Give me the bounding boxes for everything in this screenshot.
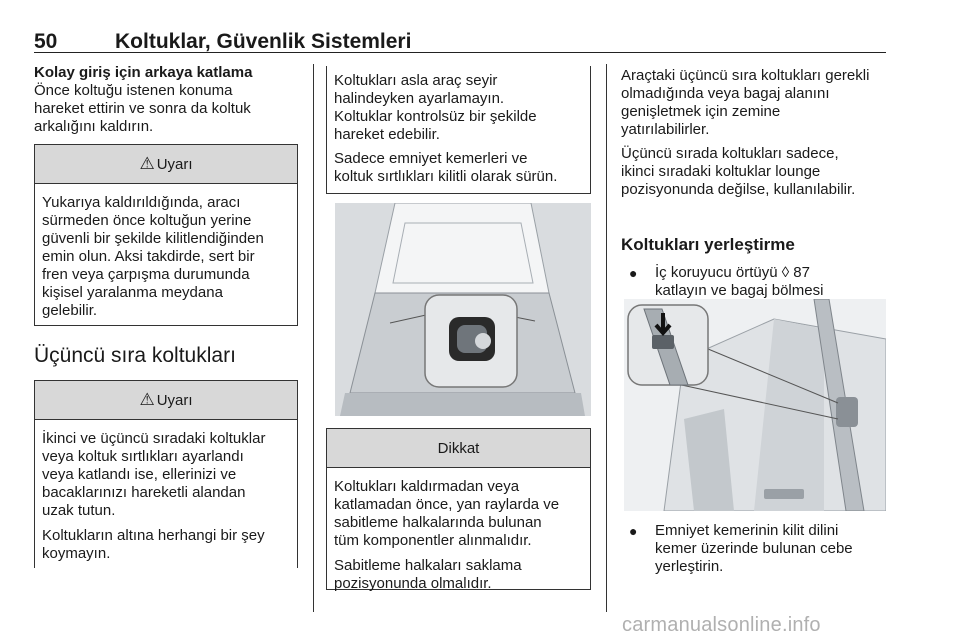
notice-paragraph	[334, 557, 583, 593]
warning-line: gelebilir.	[42, 302, 98, 319]
bullet-dot-icon: ●	[629, 265, 638, 281]
warning-line: uzak tutun.	[42, 502, 116, 519]
warning-line: Yukarıya kaldırıldığında, aracı	[42, 194, 241, 211]
warning-line: İkinci ve üçüncü sıradaki koltuklar	[42, 430, 266, 447]
warning-line: güvenli bir şekilde kilitlendiğinden	[42, 230, 264, 247]
body-paragraph	[621, 67, 887, 139]
warning-line: fren veya çarpışma durumunda	[42, 266, 250, 283]
warning-line: veya katlandı ise, ellerinizi ve	[42, 466, 237, 483]
notice-line: katlamadan önce, yan raylarda ve	[334, 496, 560, 513]
warning-line: veya koltuk sırtlıkları ayarlandı	[42, 448, 244, 465]
body-line: pozisyonunda değilse, kullanılabilir.	[621, 181, 856, 198]
intro-line: arkalığını kaldırın.	[34, 118, 154, 135]
intro-line: Önce koltuğu istenen konuma	[34, 82, 233, 99]
column-3	[621, 67, 887, 575]
warning-title: Uyarı	[156, 391, 193, 409]
notice-paragraph	[334, 478, 583, 550]
seat-belt-drawing	[624, 299, 886, 511]
body-line: Üçüncü sırada koltukları sadece,	[621, 145, 839, 162]
warning-line: sürmeden önce koltuğun yerine	[42, 212, 252, 229]
column-divider-2	[606, 64, 607, 612]
warning-text	[42, 194, 290, 320]
bullet-line: İç koruyucu örtüyü ◊ 87	[655, 264, 810, 281]
body-line: Araçtaki üçüncü sıra koltukları gerekli	[621, 67, 870, 84]
notice-line: tüm komponentler alınmalıdır.	[334, 532, 532, 549]
notice-box-body	[327, 468, 590, 608]
bullet-line: kemer üzerinde bulunan cebe	[655, 540, 853, 557]
section-heading: Üçüncü sıra koltukları	[34, 344, 236, 367]
warning-line: kişisel yaralanma meydana	[42, 284, 223, 301]
warning-line: Koltuklar kontrolsüz bir şekilde	[334, 108, 537, 125]
body-line: genişletmek için zemine	[621, 103, 781, 120]
warning-line: koltuk sırtlıkları kilitli olarak sürün.	[334, 168, 558, 185]
page-header	[34, 26, 886, 53]
warning-icon: ⚠	[139, 154, 155, 173]
warning-line: bacaklarınızı hareketli alandan	[42, 484, 246, 501]
body-line: yatırılabilirler.	[621, 121, 710, 138]
warning-paragraph	[42, 527, 290, 563]
warning-box-body	[35, 420, 297, 578]
warning-paragraph	[42, 430, 290, 520]
warning-box-header	[35, 145, 297, 184]
watermark: carmanualsonline.info	[622, 614, 821, 636]
bullet-line: Emniyet kemerinin kilit dilini	[655, 522, 839, 539]
cargo-area-illustration	[335, 203, 591, 416]
column-divider-1	[313, 64, 314, 612]
warning-box-2	[34, 380, 298, 568]
warning-line: hareket edebilir.	[334, 126, 440, 143]
warning-line: Koltukların altına herhangi bir şey	[42, 527, 265, 544]
warning-box-body	[35, 184, 297, 335]
notice-line: Sabitleme halkaları saklama	[334, 557, 522, 574]
notice-title: Dikkat	[437, 439, 480, 457]
seat-belt-illustration	[624, 299, 886, 511]
body-line: olmadığında veya bagaj alanını	[621, 85, 830, 102]
notice-line: pozisyonunda olmalıdır.	[334, 575, 492, 592]
page-number: 50	[34, 30, 58, 53]
intro-paragraph	[34, 64, 298, 136]
notice-line: Koltukları kaldırmadan veya	[334, 478, 520, 495]
warning-icon: ⚠	[139, 390, 155, 409]
bullet-line: katlayın ve bagaj bölmesi	[655, 282, 824, 299]
notice-box	[326, 428, 591, 590]
warning-line: emin olun. Aksi takdirde, sert bir	[42, 248, 255, 265]
bullet-line: yerleştirin.	[655, 558, 724, 575]
warning-paragraph	[334, 72, 583, 144]
notice-box-header	[327, 429, 590, 468]
warning-paragraph	[334, 150, 583, 186]
bullet-dot-icon: ●	[629, 523, 638, 539]
body-line: ikinci sıradaki koltuklar lounge	[621, 163, 821, 180]
warning-line: koymayın.	[42, 545, 111, 562]
warning-box-continued	[326, 66, 591, 194]
intro-line: hareket ettirin ve sonra da koltuk	[34, 100, 251, 117]
subheading: Koltukları yerleştirme	[621, 235, 795, 254]
column-1	[34, 64, 298, 562]
warning-box-1	[34, 144, 298, 326]
cargo-area-drawing	[335, 203, 591, 416]
notice-line: sabitleme halkalarında bulunan	[334, 514, 542, 531]
body-paragraph	[621, 145, 887, 199]
page-title: Koltuklar, Güvenlik Sistemleri	[115, 30, 412, 53]
intro-heading: Kolay giriş için arkaya katlama	[34, 64, 253, 81]
warning-box-header	[35, 381, 297, 420]
warning-line: Koltukları asla araç seyir	[334, 72, 498, 89]
warning-line: Sadece emniyet kemerleri ve	[334, 150, 528, 167]
warning-title: Uyarı	[156, 155, 193, 173]
warning-line: halindeyken ayarlamayın.	[334, 90, 505, 107]
bullet-text	[655, 522, 853, 576]
